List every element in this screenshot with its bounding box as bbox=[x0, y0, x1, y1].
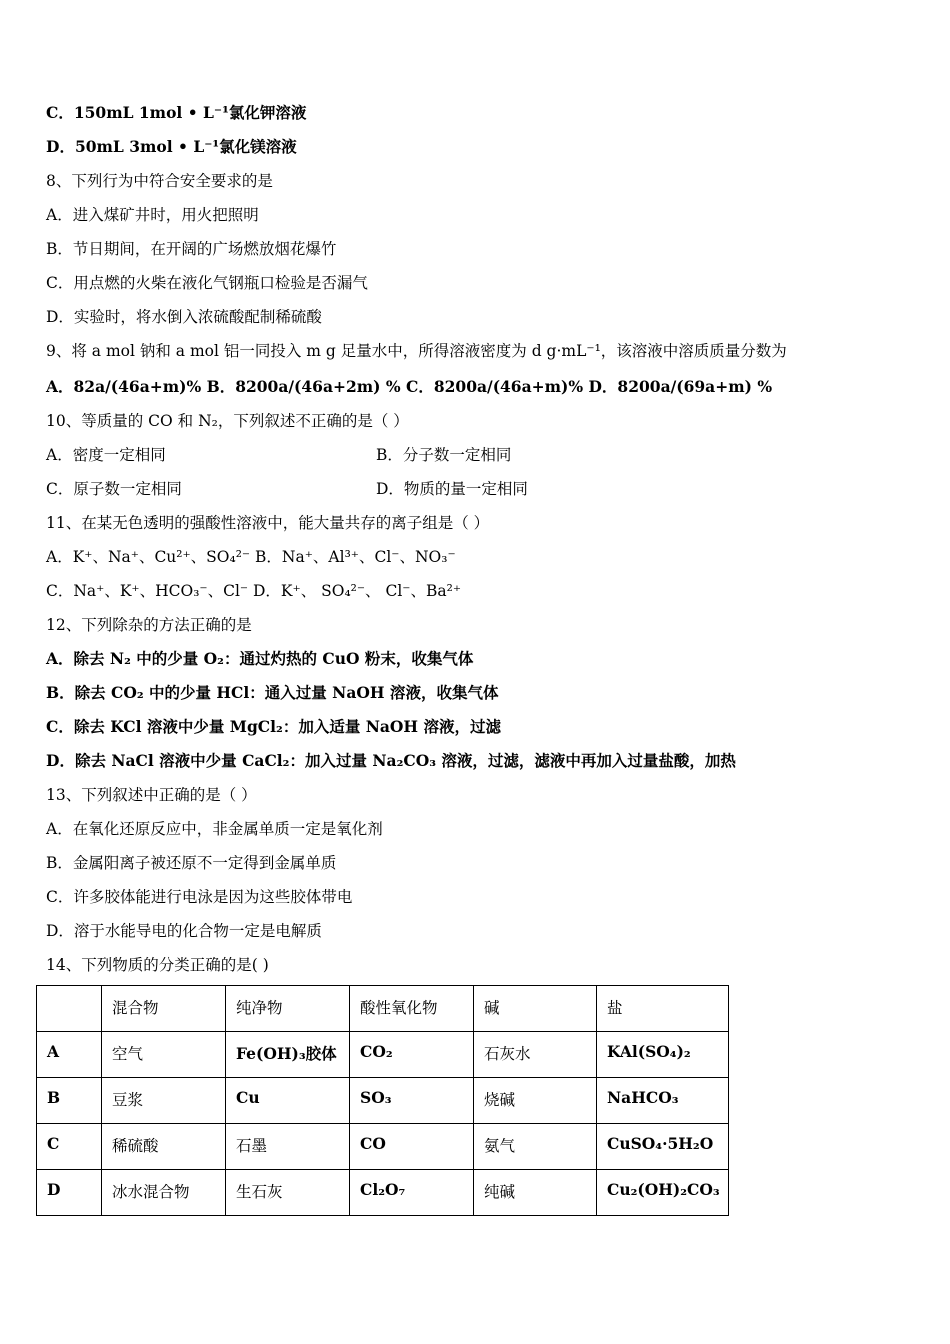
q11-stem: 11、在某无色透明的强酸性溶液中，能大量共存的离子组是（ ） bbox=[46, 514, 490, 532]
q12-option-d: D．除去 NaCl 溶液中少量 CaCl₂：加入过量 Na₂CO₃ 溶液，过滤，滤液中再加入过量盐酸，加热 bbox=[46, 751, 736, 770]
q8-option-c: C．用点燃的火柴在液化气钢瓶口检验是否漏气 bbox=[46, 274, 368, 292]
q12-option-b: B．除去 CO₂ 中的少量 HCl：通入过量 NaOH 溶液，收集气体 bbox=[46, 683, 499, 702]
table-header-cell: 碱 bbox=[474, 986, 597, 1032]
table-cell: D bbox=[37, 1170, 102, 1216]
table-header-cell: 盐 bbox=[597, 986, 729, 1032]
q7-option-c: C．150mL 1mol • L⁻¹氯化钾溶液 bbox=[46, 103, 307, 122]
table-cell: 稀硫酸 bbox=[102, 1124, 226, 1170]
table-header-cell: 纯净物 bbox=[226, 986, 350, 1032]
q10-option-c: C．原子数一定相同 bbox=[46, 480, 182, 498]
table-cell: 生石灰 bbox=[226, 1170, 350, 1216]
table-cell: 石灰水 bbox=[474, 1032, 597, 1078]
q8-option-d: D．实验时，将水倒入浓硫酸配制稀硫酸 bbox=[46, 308, 322, 326]
table-cell: 冰水混合物 bbox=[102, 1170, 226, 1216]
table-cell: 纯碱 bbox=[474, 1170, 597, 1216]
table-cell: NaHCO₃ bbox=[597, 1078, 729, 1124]
q10-stem: 10、等质量的 CO 和 N₂，下列叙述不正确的是（ ） bbox=[46, 412, 409, 430]
q13-stem: 13、下列叙述中正确的是（ ） bbox=[46, 786, 257, 804]
table-cell: 石墨 bbox=[226, 1124, 350, 1170]
table-cell: 烧碱 bbox=[474, 1078, 597, 1124]
table-header-cell: 混合物 bbox=[102, 986, 226, 1032]
table-cell: C bbox=[37, 1124, 102, 1170]
q14-stem: 14、下列物质的分类正确的是( ) bbox=[46, 956, 269, 974]
table-row bbox=[37, 1170, 729, 1216]
classification-table bbox=[36, 985, 729, 1216]
q8-option-b: B．节日期间，在开阔的广场燃放烟花爆竹 bbox=[46, 240, 337, 258]
q13-option-b: B．金属阳离子被还原不一定得到金属单质 bbox=[46, 854, 337, 872]
table-cell: CO bbox=[350, 1124, 474, 1170]
table-cell: KAl(SO₄)₂ bbox=[597, 1032, 729, 1078]
q11-options-cd: C．Na⁺、K⁺、HCO₃⁻、Cl⁻ D．K⁺、 SO₄²⁻、 Cl⁻、Ba²⁺ bbox=[46, 582, 462, 600]
q10-option-d: D．物质的量一定相同 bbox=[376, 480, 528, 498]
table-cell: CO₂ bbox=[350, 1032, 474, 1078]
table-cell: 空气 bbox=[102, 1032, 226, 1078]
table-cell: 氨气 bbox=[474, 1124, 597, 1170]
table-header-cell: 酸性氧化物 bbox=[350, 986, 474, 1032]
q9-options: A．82a/(46a+m)% B．8200a/(46a+2m) % C．8200a/(46a+m)% D．8200a/(69a+m) % bbox=[46, 377, 773, 396]
q12-option-a: A．除去 N₂ 中的少量 O₂：通过灼热的 CuO 粉末，收集气体 bbox=[46, 649, 474, 668]
q7-option-d: D．50mL 3mol • L⁻¹氯化镁溶液 bbox=[46, 137, 297, 156]
table-cell: B bbox=[37, 1078, 102, 1124]
table-cell: SO₃ bbox=[350, 1078, 474, 1124]
table-cell: CuSO₄·5H₂O bbox=[597, 1124, 729, 1170]
table-header-row bbox=[37, 986, 729, 1032]
table-cell: Fe(OH)₃胶体 bbox=[226, 1032, 350, 1078]
table-row bbox=[37, 1124, 729, 1170]
table-row bbox=[37, 1078, 729, 1124]
table-cell: 豆浆 bbox=[102, 1078, 226, 1124]
table-cell: A bbox=[37, 1032, 102, 1078]
table-cell: Cu₂(OH)₂CO₃ bbox=[597, 1170, 729, 1216]
q10-option-b: B．分子数一定相同 bbox=[376, 446, 512, 464]
q8-option-a: A．进入煤矿井时，用火把照明 bbox=[46, 206, 259, 224]
table-row bbox=[37, 1032, 729, 1078]
q9-stem: 9、将 a mol 钠和 a mol 铝一同投入 m g 足量水中，所得溶液密度为 d g·mL⁻¹，该溶液中溶质质量分数为 bbox=[46, 342, 787, 360]
q11-options-ab: A．K⁺、Na⁺、Cu²⁺、SO₄²⁻ B．Na⁺、Al³⁺、Cl⁻、NO₃⁻ bbox=[46, 548, 456, 566]
table-cell: Cl₂O₇ bbox=[350, 1170, 474, 1216]
table-header-cell bbox=[37, 986, 102, 1032]
q13-option-a: A．在氧化还原反应中，非金属单质一定是氧化剂 bbox=[46, 820, 383, 838]
q12-stem: 12、下列除杂的方法正确的是 bbox=[46, 616, 252, 634]
q10-row2 bbox=[46, 479, 866, 499]
q10-option-a: A．密度一定相同 bbox=[46, 446, 166, 464]
q13-option-d: D．溶于水能导电的化合物一定是电解质 bbox=[46, 922, 322, 940]
q13-option-c: C．许多胶体能进行电泳是因为这些胶体带电 bbox=[46, 888, 353, 906]
table-cell: Cu bbox=[226, 1078, 350, 1124]
q10-row1 bbox=[46, 445, 866, 465]
q12-option-c: C．除去 KCl 溶液中少量 MgCl₂：加入适量 NaOH 溶液，过滤 bbox=[46, 717, 501, 736]
q8-stem: 8、下列行为中符合安全要求的是 bbox=[46, 172, 273, 190]
